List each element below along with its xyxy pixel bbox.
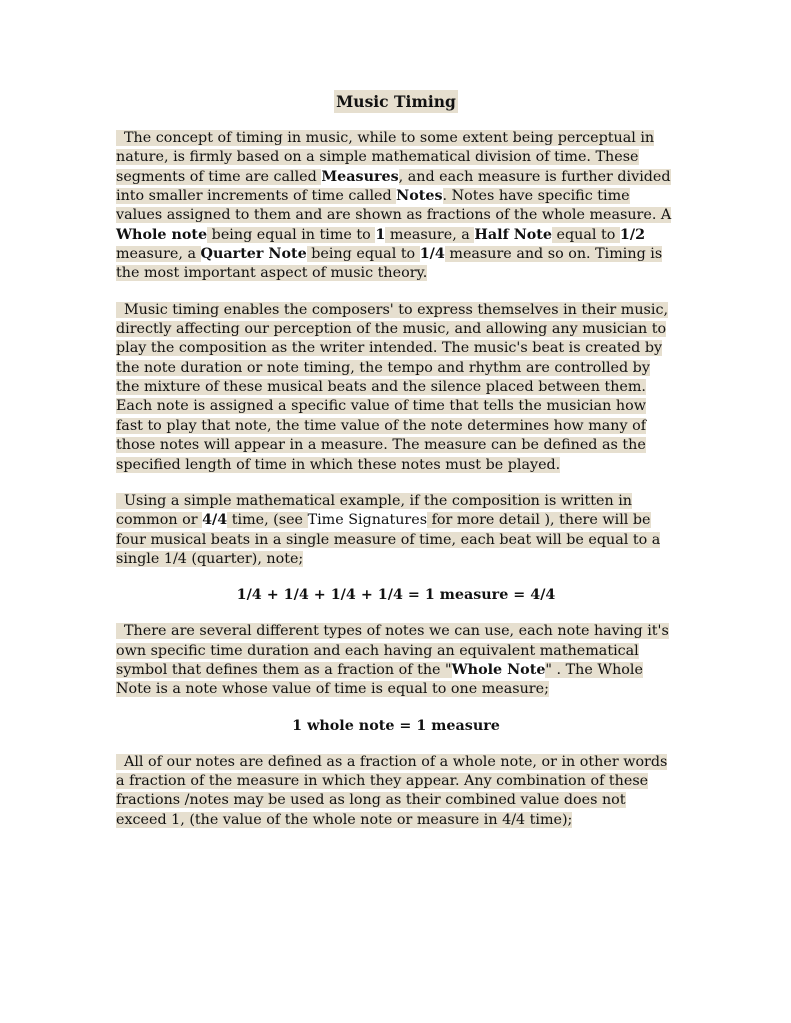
text-run: measure and so on. Timing is the most important aspect of music theory.	[116, 246, 663, 282]
text-run: , and each measure is further divided into smaller increments of time called	[116, 168, 671, 205]
value-one: 1	[375, 226, 386, 243]
paragraph-note-types	[116, 622, 676, 699]
text-run: measure, a	[116, 246, 201, 263]
page-title: Music Timing	[336, 92, 456, 111]
text-run: being equal to	[306, 246, 420, 263]
value-quarter: 1/4	[419, 246, 445, 263]
term-measures: Measures	[321, 168, 399, 185]
paragraph-timing-concept	[116, 129, 676, 284]
text-run: for more detail ), there will be four musical beats in a single measure of time, each beat will be equal to a single 1/4 (quarter), note;	[116, 512, 661, 567]
equation-quarters: 1/4 + 1/4 + 1/4 + 1/4 = 1 measure = 4/4	[236, 587, 556, 604]
text-run: All of our notes are defined as a fraction of a whole note, or in other words a fraction of the measure in which they appear. Any combination of these fractions /notes may be used as long as their combined value does not exceed 1, (the value of the whole note or measure in 4/4 time);	[116, 753, 668, 828]
title-container	[116, 90, 676, 113]
text-run: The concept of timing in music, while to some extent being perceptual in nature, is firmly based on a simple mathematical division of time. These segments of time are called	[116, 130, 655, 185]
term-quarter-note: Quarter Note	[200, 246, 307, 263]
term-notes: Notes	[396, 188, 443, 205]
text-run: being equal in time to	[207, 226, 376, 243]
time-signatures-link[interactable]: Time Signatures	[307, 512, 428, 529]
document-body	[116, 90, 676, 847]
term-whole-note: Whole Note	[451, 661, 546, 678]
text-run: There are several different types of notes we can use, each note having it's own specific time duration and each having an equivalent mathematical symbol that defines them as a fraction of the "	[116, 623, 669, 678]
term-whole-note: Whole note	[116, 226, 208, 243]
text-run: equal to	[552, 226, 620, 243]
text-run: Using a simple mathematical example, if the composition is written in common or	[116, 492, 633, 529]
text-run: measure, a	[385, 226, 475, 243]
term-half-note: Half Note	[474, 226, 553, 243]
equation-whole-note: 1 whole note = 1 measure	[292, 717, 500, 734]
paragraph-timing-purpose	[116, 301, 676, 475]
paragraph-math-example	[116, 492, 676, 569]
value-four-four: 4/4	[202, 512, 228, 529]
text-run: . Notes have specific time values assigned to them and are shown as fractions of the whole measure. A	[116, 188, 672, 224]
text-run: " . The Whole Note is a note whose value of time is equal to one measure;	[116, 661, 643, 698]
value-half: 1/2	[619, 226, 646, 243]
paragraph-note-fractions	[116, 753, 676, 830]
text-run: time, (see	[227, 512, 308, 529]
text-run: Music timing enables the composers' to express themselves in their music, directly affecting our perception of the music, and allowing any musician to play the composition as the writer intended. The music's beat is created by the note duration or note timing, the tempo and rhythm are controlled by the mixture of these musical beats and the silence placed between them. Each note is assigned a specific value of time that tells the musician how fast to play that note, the time value of the note determines how many of those notes will appear in a measure. The measure can be defined as the specified length of time in which these notes must be played.	[116, 301, 669, 473]
